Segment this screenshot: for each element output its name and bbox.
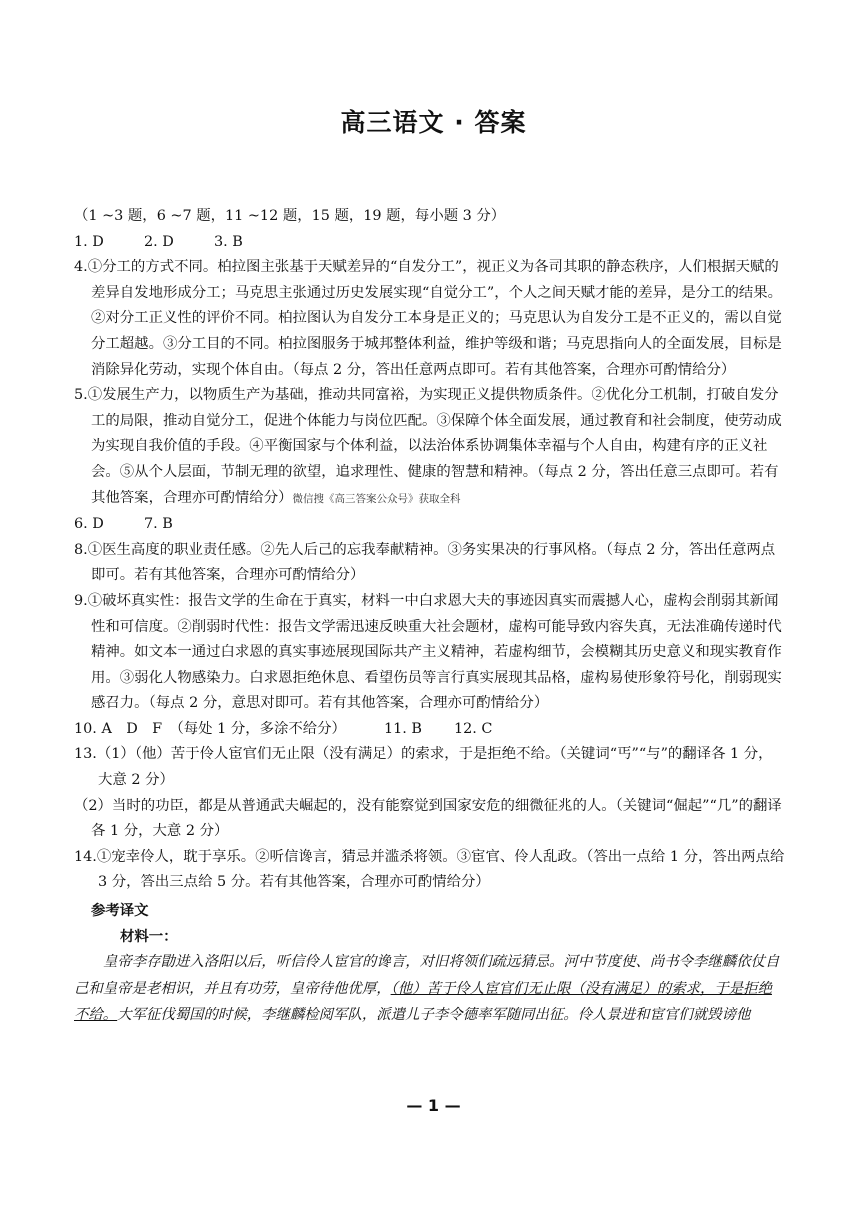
answer-5 xyxy=(74,383,786,512)
answer-11: 11. B xyxy=(383,720,422,737)
answer-6: 6. D xyxy=(74,516,104,533)
answer-13-part-1-text: （1）（他）苦于伶人宦官们无止限（没有满足）的索求，于是拒绝不给。（关键词“丐”“与”的翻译各 1 分，大意 2 分） xyxy=(96,746,773,789)
translation-paragraph xyxy=(74,949,786,1029)
answer-8-text: ①医生高度的职业责任感。②先人后己的忘我奉献精神。③务实果决的行事风格。（每点 2 分，答出任意两点即可。若有其他答案，合理亦可酌情给分） xyxy=(87,541,776,584)
answer-9-number: 9. xyxy=(74,592,88,609)
answers-1-3 xyxy=(74,230,786,256)
answer-3: 3. B xyxy=(214,233,243,250)
answer-2: 2. D xyxy=(144,233,174,250)
answer-14-number: 14. xyxy=(74,848,97,865)
answer-4-text: ①分工的方式不同。柏拉图主张基于天赋差异的“自发分工”，视正义为各司其职的静态秩序，人们根据天赋的差异自发地形成分工；马克思主张通过历史发展实现“自觉分工”，个人之间天赋才能的差异，是分工的结果。②对分工正义性的评价不同。柏拉图认为自发分工本身是正义的；马克思认为自发分工是不正义的，需以自觉分工超越。③分工目的不同。柏拉图服务于城邦整体利益，维护等级和谐；马克思指向人的全面发展，目标是消除异化劳动，实现个体自由。（每点 2 分，答出任意两点即可。若有其他答案，合理亦可酌情给分） xyxy=(87,259,783,378)
page-number: — 1 — xyxy=(406,1096,461,1115)
scoring-note: （1 ~3 题，6 ~7 题，11 ~12 题，15 题，19 题，每小题 3 分） xyxy=(74,208,506,224)
answer-14 xyxy=(74,845,786,896)
answer-5-text: ①发展生产力，以物质生产为基础，推动共同富裕，为实现正义提供物质条件。②优化分工机制，打破自发分工的局限，推动自觉分工，促进个体能力与岗位匹配。③保障个体全面发展，通过教育和社会制度，使劳动成为实现自我价值的手段。④平衡国家与个体利益，以法治体系协调集体幸福与个人自由，构建有序的正义社会。⑤从个人层面，节制无理的欲望，追求理性、健康的智慧和精神。（每点 2 分，答出任意三点即可。若有其他答案，合理亦可酌情给分） xyxy=(87,387,782,506)
answer-13-part-1 xyxy=(74,742,786,793)
answer-10: 10. A D F （每处 1 分，多涂不给分） xyxy=(74,720,346,737)
answer-1: 1. D xyxy=(74,233,104,250)
translation-underlined-text: （他）苦于伶人宦官们无止限（没有满足）的索求，于是拒绝不给。 xyxy=(74,980,772,1024)
answer-9-text: ①破坏真实性：报告文学的生命在于真实，材料一中白求恩大夫的事迹因真实而震撼人心，虚构会削弱其新闻性和可信度。②削弱时代性：报告文学需迅速反映重大社会题材，虚构可能导致内容失真，无法准确传递时代精神。如文本一通过白求恩的真实事迹展现国际共产主义精神，若虚构细节，会模糊其历史意义和现实教育作用。③弱化人物感染力。白求恩拒绝休息、看望伤员等言行真实展现其品格，虚构易使形象符号化，削弱现实感召力。（每点 2 分，意思对即可。若有其他答案，合理亦可酌情给分） xyxy=(87,592,782,712)
answers-6-7 xyxy=(74,512,786,538)
answer-13-number: 13. xyxy=(74,746,97,763)
answer-8 xyxy=(74,538,786,589)
watermark-text: 微信搜《高三答案公众号》获取全科 xyxy=(292,492,461,505)
reference-translation-heading: 参考译文 xyxy=(91,902,149,920)
answer-14-text: ①宠幸伶人，耽于享乐。②听信谗言，猜忌并滥杀将领。③宦官、伶人乱政。（答出一点给 1 分，答出两点给 3 分，答出三点给 5 分。若有其他答案，合理亦可酌情给分） xyxy=(96,848,785,891)
answer-9 xyxy=(74,589,786,717)
answer-7: 7. B xyxy=(144,516,173,533)
material-one-label: 材料一： xyxy=(120,927,178,945)
page-title: 高三语文 · 答案 xyxy=(340,108,527,137)
translation-text-2: 大军征伐蜀国的时候，李继麟检阅军队，派遣儿子李令德率军随同出征。伶人景进和宦官们就毁谤他 xyxy=(117,1007,751,1024)
answer-content xyxy=(74,204,786,1029)
answer-8-number: 8. xyxy=(74,541,88,558)
answer-4 xyxy=(74,255,786,383)
answer-12: 12. C xyxy=(453,720,493,737)
answer-4-number: 4. xyxy=(74,259,88,276)
translation-text-1: 皇帝李存勖进入洛阳以后，听信伶人宦官的谗言，对旧将领们疏远猜忌。河中节度使、尚书令李继麟依仗自己和皇帝是老相识，并且有功劳，皇帝待他优厚， xyxy=(74,954,780,997)
answer-5-number: 5. xyxy=(74,387,88,404)
answers-10-12 xyxy=(74,717,786,743)
answer-13-part-2: （2）当时的功臣，都是从普通武夫崛起的，没有能察觉到国家安危的细微征兆的人。（关键词“倔起”“几”的翻译各 1 分，大意 2 分） xyxy=(74,797,782,840)
